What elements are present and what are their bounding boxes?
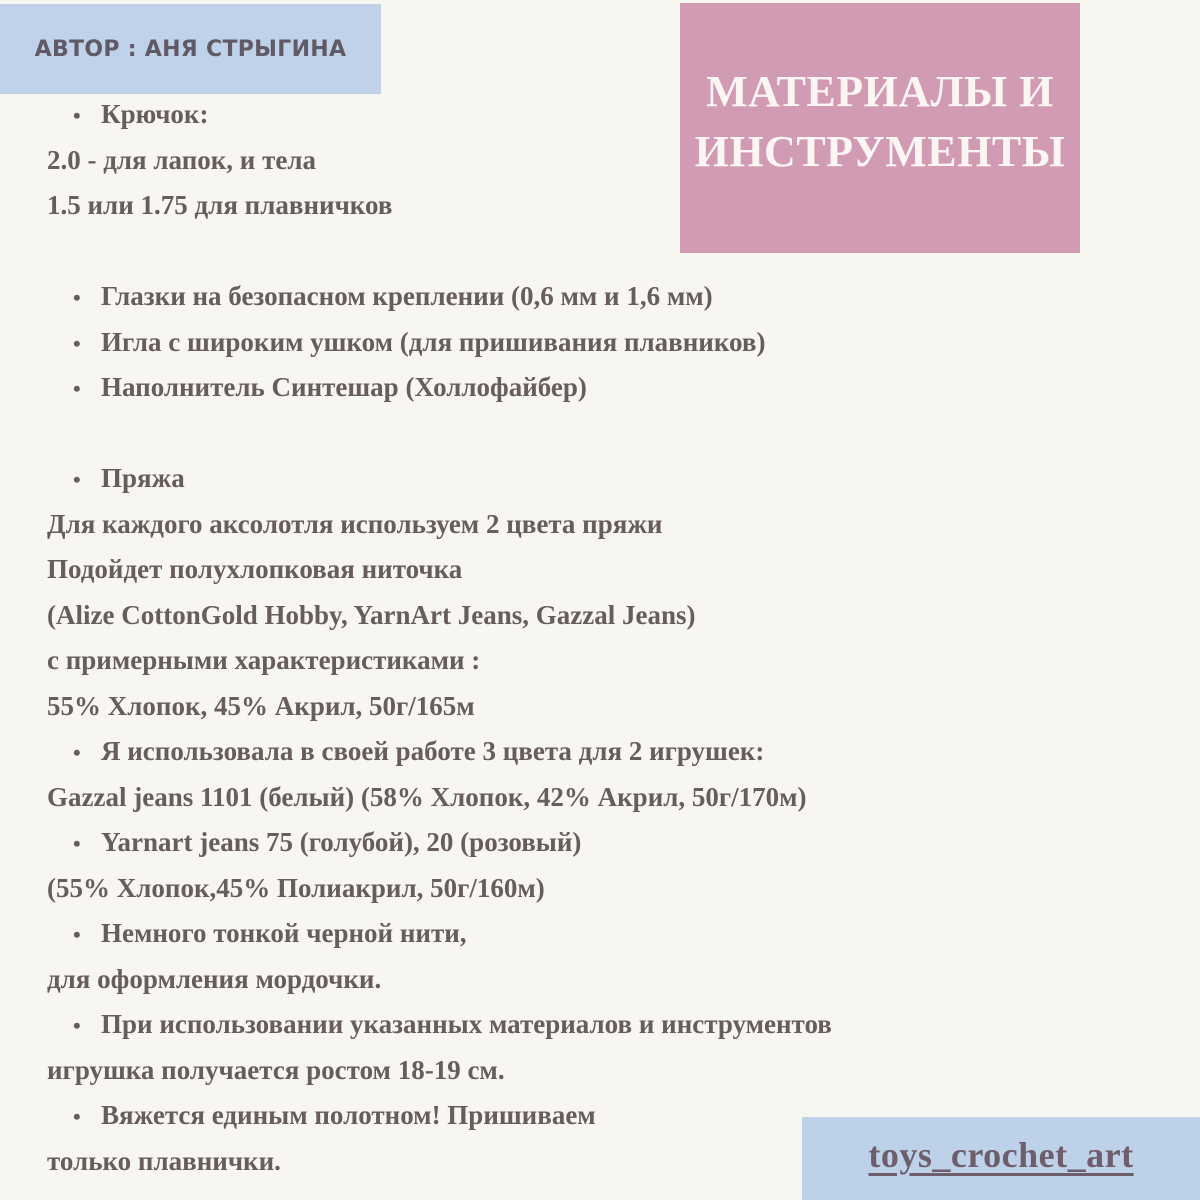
title-line-1: МАТЕРИАЛЫ И <box>706 67 1054 116</box>
yarn-detail-1: Для каждого аксолотля используем 2 цвета пряжи <box>47 508 663 539</box>
spacer <box>47 229 1147 275</box>
author-label: АВТОР : АНЯ СТРЫГИНА <box>34 36 347 62</box>
used-detail-1: Gazzal jeans 1101 (белый) (58% Хлопок, 42% Акрил, 50г/170м) <box>47 781 807 812</box>
list-item-filler: • Наполнитель Синтешар (Холлофайбер) <box>47 365 1147 411</box>
hook-detail-2: 1.5 или 1.75 для плавничков <box>47 190 393 220</box>
instagram-handle: toys_crochet_art <box>868 1134 1134 1175</box>
list-item-knit: • Вяжется единым полотном! Пришиваем <box>47 1093 1147 1139</box>
knit-detail-1: только плавнички. <box>47 1145 281 1176</box>
handle-banner <box>802 1117 1200 1200</box>
materials-list <box>47 92 1147 1184</box>
yarn-detail-4: с примерными характеристиками : <box>47 645 481 675</box>
list-item-eyes: • Глазки на безопасном креплении (0,6 мм и 1,6 мм) <box>47 274 1147 320</box>
list-item-used-colors: • Я использовала в своей работе 3 цвета для 2 игрушек: <box>47 729 1147 775</box>
thread-detail-1: для оформления мордочки. <box>47 963 382 994</box>
yarnart-detail-1: (55% Хлопок,45% Полиакрил, 50г/160м) <box>47 872 545 903</box>
author-banner <box>0 4 381 94</box>
list-item-needle: • Игла с широким ушком (для пришивания плавников) <box>47 320 1147 366</box>
hook-detail-1: 2.0 - для лапок, и тела <box>47 144 317 175</box>
title-line-2: ИНСТРУМЕНТЫ <box>694 127 1066 176</box>
list-item-yarnart: • Yarnart jeans 75 (голубой), 20 (розовый) <box>47 820 1147 866</box>
yarn-detail-3: (Alize CottonGold Hobby, YarnArt Jeans, Gazzal Jeans) <box>47 599 696 630</box>
size-detail-1: игрушка получается ростом 18-19 см. <box>47 1054 505 1085</box>
list-item-yarn: • Пряжа <box>47 456 1147 502</box>
list-item-size: • При использовании указанных материалов и инструментов <box>47 1002 1147 1048</box>
yarn-detail-2: Подойдет полухлопковая ниточка <box>47 554 463 584</box>
list-item-hook: • Крючок: <box>47 92 1147 138</box>
spacer <box>47 411 1147 457</box>
list-item-thread: • Немного тонкой черной нити, <box>47 911 1147 957</box>
yarn-detail-5: 55% Хлопок, 45% Акрил, 50г/165м <box>47 690 475 721</box>
